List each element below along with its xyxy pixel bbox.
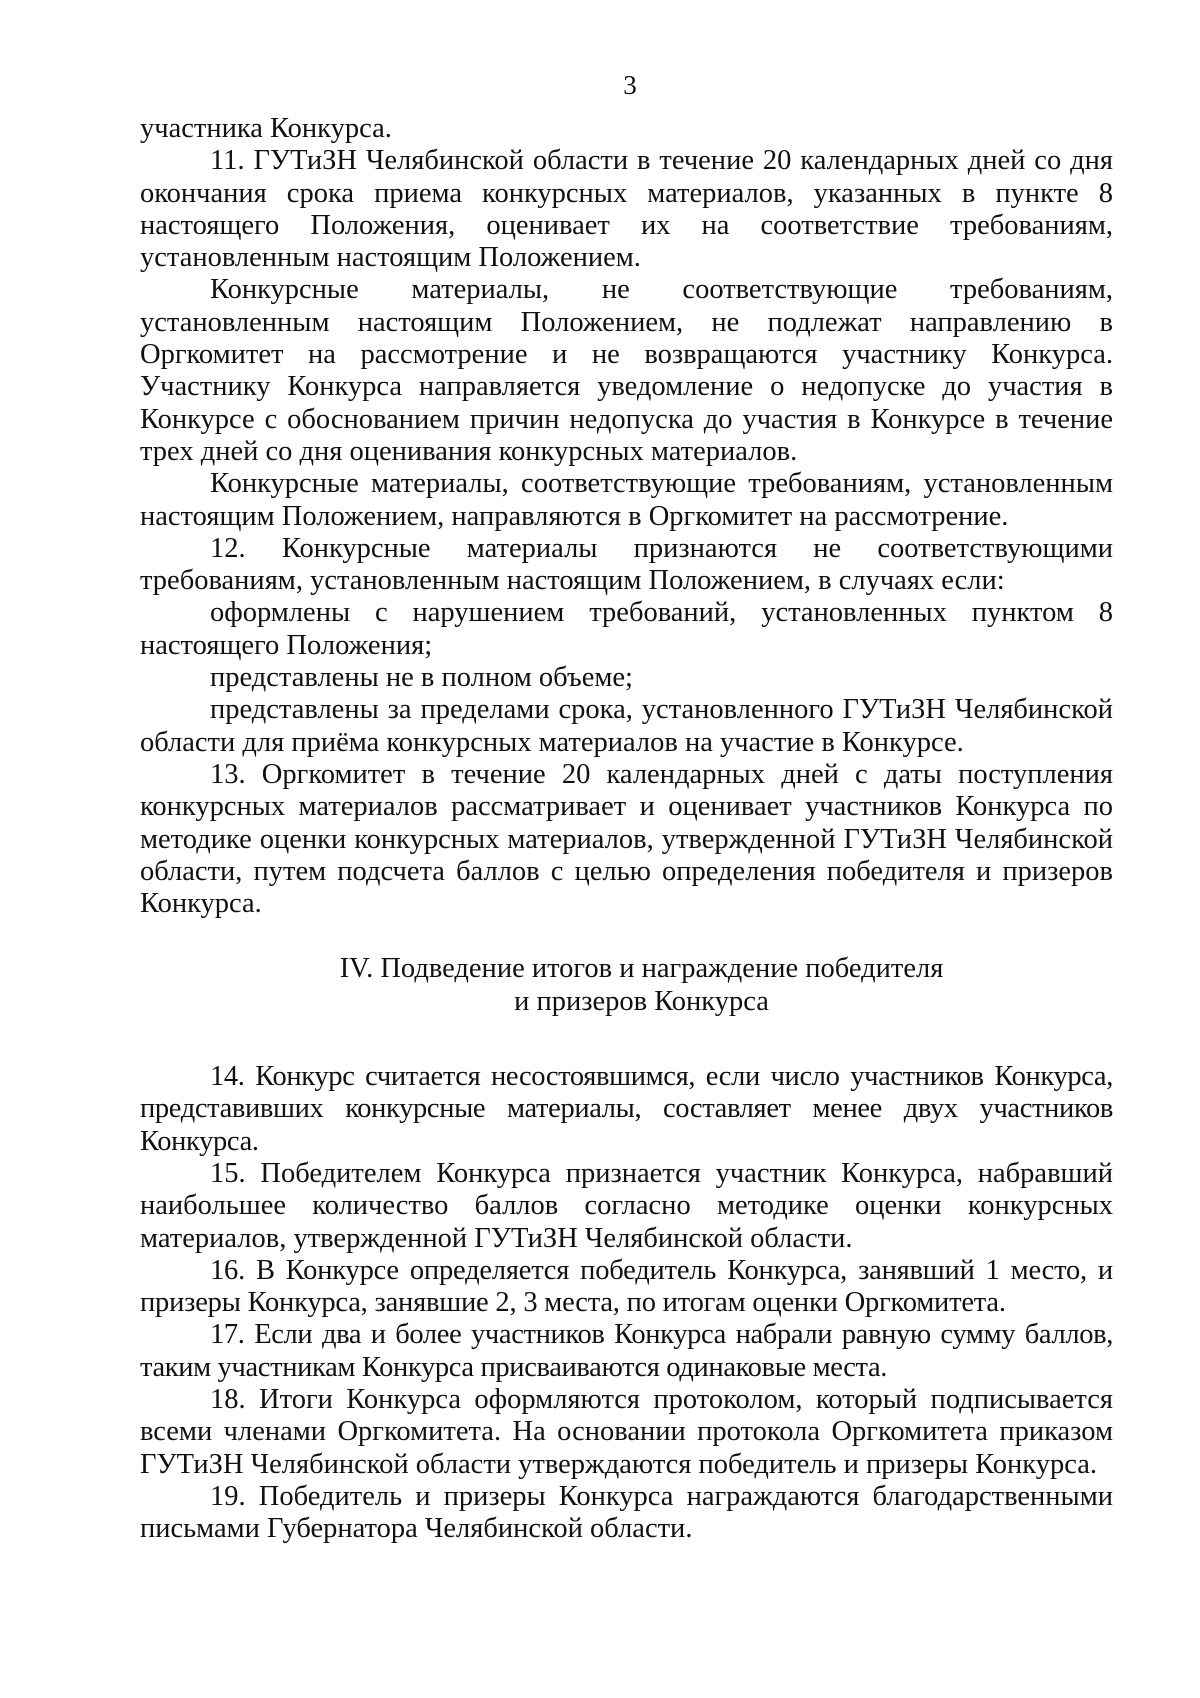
section-heading — [140, 953, 1113, 1018]
paragraph-13: 13. Оргкомитет в течение 20 календарных дней с даты поступления конкурсных материалов рассматривает и оценивает участников Конкурса по методике оценки конкурсных материалов, утвержденной ГУТиЗН Челябинской области, путем подсчета баллов с целью определения победителя и призеров Конкурса. — [140, 758, 1113, 920]
paragraph-18: 18. Итоги Конкурса оформляются протоколом, который подписывается всеми членами Оргкомитета. На основании протокола Оргкомитета приказом ГУТиЗН Челябинской области утверждаются победитель и призеры Конкурса. — [140, 1383, 1113, 1480]
list-item-violations: оформлены с нарушением требований, установленных пунктом 8 настоящего Положения; — [140, 597, 1113, 661]
paragraph-continuation: участника Конкурса. — [140, 113, 392, 144]
page-number: 3 — [623, 70, 637, 100]
paragraph-11: 11. ГУТиЗН Челябинской области в течение 20 календарных дней со дня окончания срока приема конкурсных материалов, указанных в пункте 8 настоящего Положения, оценивает их на соответствие требованиям, установленным настоящим Положением. — [140, 145, 1113, 274]
list-item-late: представлены за пределами срока, установленного ГУТиЗН Челябинской области для приёма конкурсных материалов на участие в Конкурсе. — [140, 694, 1113, 758]
document-body — [140, 113, 1113, 1545]
paragraph-14: 14. Конкурс считается несостоявшимся, если число участников Конкурса, представивших конкурсные материалы, составляет менее двух участников Конкурса. — [140, 1061, 1113, 1157]
paragraph-19: 19. Победитель и призеры Конкурса награждаются благодарственными письмами Губернатора Челябинской области. — [140, 1480, 1113, 1545]
paragraph-rejected-materials: Конкурсные материалы, не соответствующие требованиям, установленным настоящим Положением, не подлежат направлению в Оргкомитет на рассмотрение и не возвращаются участнику Конкурса. Участнику Конкурса направляется уведомление о недопуске до участия в Конкурсе с обоснованием причин недопуска до участия в Конкурсе в течение трех дней со дня оценивания конкурсных материалов. — [140, 274, 1113, 467]
section-heading-line-1: IV. Подведение итогов и награждение победителя — [339, 953, 944, 985]
paragraph-12: 12. Конкурсные материалы признаются не соответствующими требованиям, установленным настоящим Положением, в случаях если: — [140, 532, 1113, 597]
paragraph-17: 17. Если два и более участников Конкурса набрали равную сумму баллов, таким участникам Конкурса присваиваются одинаковые места. — [140, 1319, 1113, 1383]
paragraph-accepted-materials: Конкурсные материалы, соответствующие требованиям, установленным настоящим Положением, направляются в Оргкомитет на рассмотрение. — [140, 468, 1113, 532]
list-item-incomplete: представлены не в полном объеме; — [210, 662, 633, 694]
paragraph-16: 16. В Конкурсе определяется победитель Конкурса, занявший 1 место, и призеры Конкурса, занявшие 2, 3 места, по итогам оценки Оргкомитета. — [140, 1254, 1113, 1319]
paragraph-15: 15. Победителем Конкурса признается участник Конкурса, набравший наибольшее количество баллов согласно методике оценки конкурсных материалов, утвержденной ГУТиЗН Челябинской области. — [140, 1157, 1113, 1254]
section-heading-line-2: и призеров Конкурса — [514, 985, 769, 1017]
